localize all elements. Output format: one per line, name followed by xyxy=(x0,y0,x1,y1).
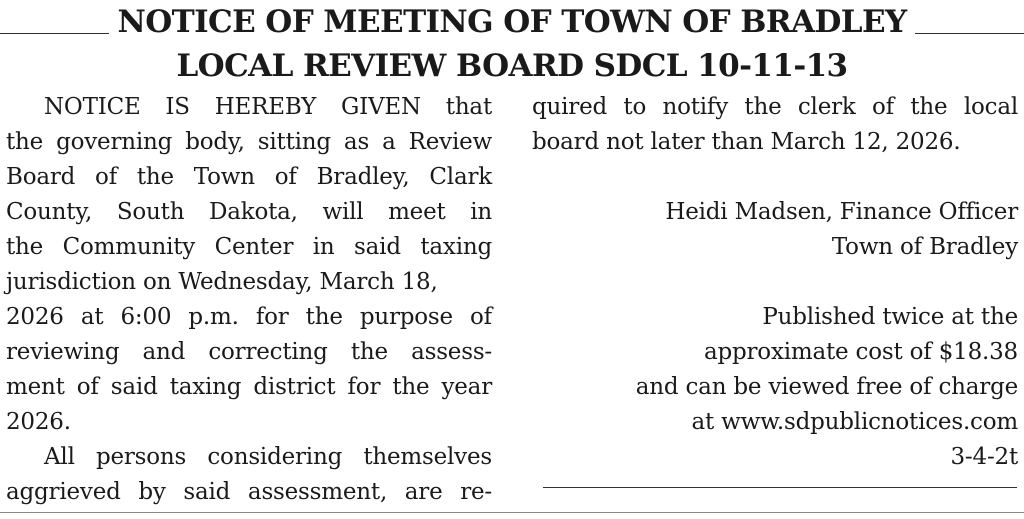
publication-line: approximate cost of $18.38 xyxy=(703,339,1018,365)
headline-rule-left xyxy=(0,33,109,34)
body-line: jurisdiction on Wednesday, March 18, xyxy=(6,269,438,295)
headline-line-1: NOTICE OF MEETING OF TOWN OF BRADLEY xyxy=(117,4,907,40)
body-line: 2026 at 6:00 p.m. for the purpose of xyxy=(6,304,492,330)
notice-body-left-column xyxy=(6,90,492,510)
body-line: reviewing and correcting the assess- xyxy=(6,339,492,365)
body-line: quired to notify the clerk of the local xyxy=(532,94,1018,120)
signature-name-title: Heidi Madsen, Finance Officer xyxy=(665,199,1018,225)
publication-code: 3-4-2t xyxy=(950,444,1018,470)
body-line: aggrieved by said assessment, are re- xyxy=(6,479,492,505)
body-line: County, South Dakota, will meet in xyxy=(6,199,492,225)
publication-line: at www.sdpublicnotices.com xyxy=(691,409,1018,435)
body-line: the Community Center in said taxing xyxy=(6,234,492,260)
body-line: Board of the Town of Bradley, Clark xyxy=(6,164,492,190)
publication-line: and can be viewed free of charge xyxy=(635,374,1018,400)
body-line: ment of said taxing district for the year xyxy=(6,374,492,400)
headline-row-1 xyxy=(0,0,1024,44)
body-line: board not later than March 12, 2026. xyxy=(532,129,961,155)
body-line: All persons considering themselves xyxy=(44,444,492,470)
body-line: 2026. xyxy=(6,409,71,435)
headline-rule-right xyxy=(915,33,1024,34)
page-bottom-rule xyxy=(0,512,1024,513)
headline-line-2: LOCAL REVIEW BOARD SDCL 10-11-13 xyxy=(176,48,848,84)
headline-row-2 xyxy=(0,44,1024,88)
spacer xyxy=(532,265,1018,300)
signature-organization: Town of Bradley xyxy=(831,234,1018,260)
body-line: the governing body, sitting as a Review xyxy=(6,129,492,155)
notice-headline xyxy=(0,0,1024,88)
notice-end-rule xyxy=(543,487,1017,488)
publication-line: Published twice at the xyxy=(762,304,1018,330)
body-line: NOTICE IS HEREBY GIVEN that xyxy=(44,94,492,120)
spacer xyxy=(532,160,1018,195)
notice-body-right-column xyxy=(532,90,1018,475)
